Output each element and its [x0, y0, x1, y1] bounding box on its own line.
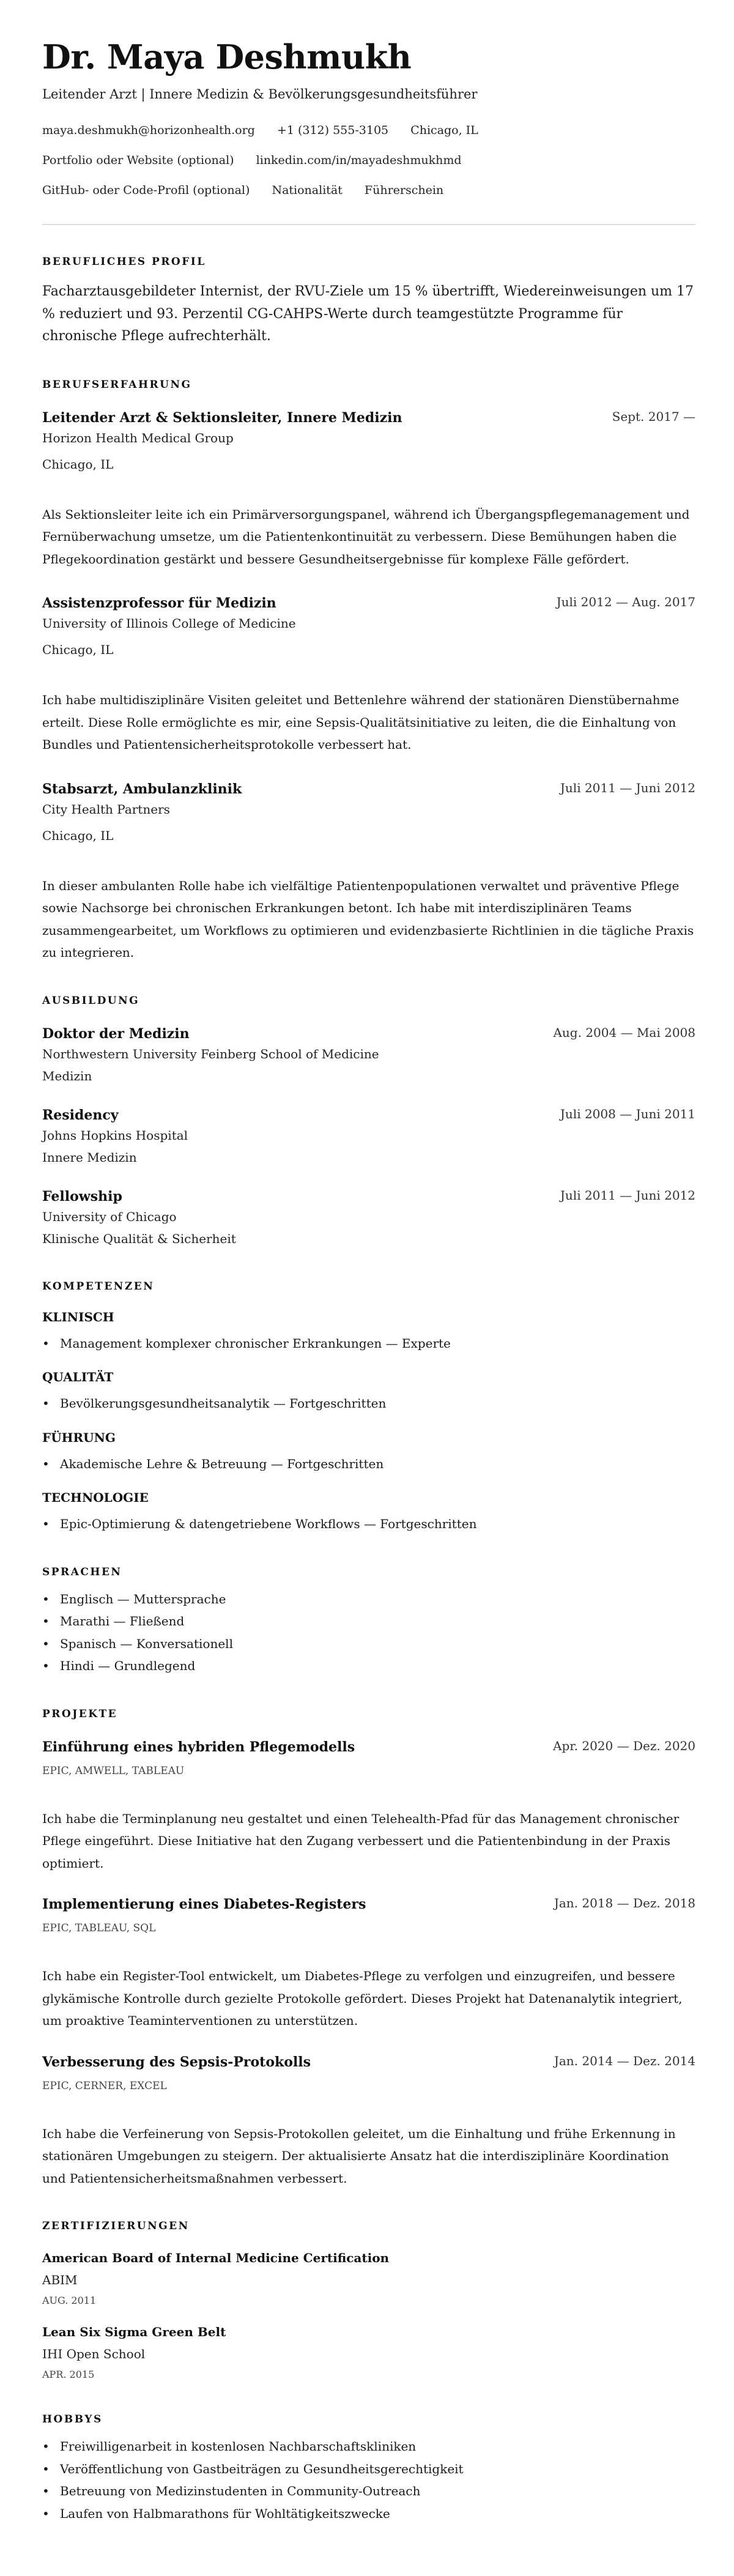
- header-divider: [42, 224, 695, 225]
- education-entry: [42, 1025, 695, 1087]
- degree-title: Fellowship: [42, 1188, 122, 1204]
- project-description: Ich habe die Terminplanung neu gestaltet und einen Telehealth-Pfad für das Management chronischer Pflege eingeführt. Diese Initiative hat den Zugang verbessert und die Patientenbindung in der Praxis optimiert.: [42, 1811, 680, 1871]
- language-item: [42, 1633, 695, 1655]
- hobby-item: [42, 2503, 695, 2525]
- skill-category: TECHNOLOGIE: [42, 1490, 149, 1505]
- language-text: Marathi — Fließend: [60, 1614, 185, 1628]
- language-text: Hindi — Grundlegend: [60, 1658, 196, 1673]
- job-description: Als Sektionsleiter leite ich ein Primärversorgungspanel, während ich Übergangspflegemanagement und Fernüberwachung umsetze, um die Patientenkontinuität zu verbessern. Diese Bemühungen haben die Pflegekoordination gestärkt und bessere Gesundheitsergebnisse für komplexe Fälle gefördert.: [42, 507, 690, 566]
- skill-item: [42, 1332, 695, 1355]
- candidate-name: Dr. Maya Deshmukh: [42, 37, 412, 76]
- contact-github[interactable]: GitHub- oder Code-Profil (optional): [42, 184, 250, 197]
- field-of-study: Medizin: [42, 1068, 92, 1083]
- certification-date: APR. 2015: [42, 2369, 95, 2380]
- bullet-icon: •: [42, 2506, 50, 2521]
- education-dates: Juli 2008 — Juni 2011: [560, 1106, 695, 1121]
- hobby-text: Laufen von Halbmarathons für Wohltätigkeitszwecke: [60, 2506, 390, 2521]
- languages-section: [42, 1565, 695, 1677]
- contact-phone[interactable]: +1 (312) 555-3105: [276, 124, 389, 137]
- bullet-icon: •: [42, 1614, 50, 1628]
- hobby-item: [42, 2480, 695, 2503]
- project-dates: Jan. 2018 — Dez. 2018: [554, 1896, 695, 1910]
- education-dates: Juli 2011 — Juni 2012: [560, 1187, 695, 1203]
- job-location: Chicago, IL: [42, 642, 114, 657]
- job-company: University of Illinois College of Medicine: [42, 616, 296, 631]
- resume-header: [42, 37, 695, 199]
- skill-text: Epic-Optimierung & datengetriebene Workflows — Fortgeschritten: [60, 1516, 477, 1531]
- job-title: Assistenzprofessor für Medizin: [42, 595, 276, 611]
- language-item: [42, 1655, 695, 1677]
- contact-drivers-license: Führerschein: [364, 184, 444, 197]
- project-title: Verbesserung des Sepsis-Protokolls: [42, 2054, 311, 2070]
- language-item: [42, 1588, 695, 1611]
- bullet-icon: •: [42, 1335, 50, 1351]
- projects-section: [42, 1707, 695, 2190]
- language-text: Spanisch — Konversationell: [60, 1636, 233, 1651]
- job-description: Ich habe multidisziplinäre Visiten geleitet und Bettenlehre während der stationären Dienstübernahme erteilt. Diese Rolle ermöglichte es mir, eine Sepsis-Qualitätsinitiative zu leiten, die die Einhaltung von Bundles und Patientensicherheitsprotokolle verbessert hat.: [42, 692, 680, 752]
- bullet-icon: •: [42, 1516, 50, 1531]
- project-tech: EPIC, CERNER, EXCEL: [42, 2079, 167, 2092]
- job-dates: Juli 2012 — Aug. 2017: [556, 595, 695, 609]
- job-title: Stabsarzt, Ambulanzklinik: [42, 781, 242, 797]
- job-dates: Sept. 2017 —: [612, 409, 695, 424]
- section-heading: HOBBYS: [42, 2413, 103, 2426]
- contact-row: [42, 121, 695, 139]
- education-entry: [42, 1187, 695, 1250]
- job-company: City Health Partners: [42, 801, 170, 817]
- contact-row: [42, 151, 695, 169]
- education-section: [42, 993, 695, 1250]
- section-heading: BERUFSERFAHRUNG: [42, 378, 192, 391]
- job-location: Chicago, IL: [42, 456, 114, 472]
- contact-nationality: Nationalität: [272, 184, 343, 197]
- profile-section: [42, 254, 695, 348]
- skill-item: [42, 1392, 695, 1415]
- bullet-icon: •: [42, 2439, 50, 2454]
- project-dates: Apr. 2020 — Dez. 2020: [553, 1738, 695, 1753]
- language-list: [42, 1588, 695, 1677]
- project-description: Ich habe ein Register-Tool entwickelt, um Diabetes-Pflege zu verfolgen und einzugreifen, und bessere glykämische Kontrolle durch gezielte Protokolle gefördert. Dieses Projekt hat Datenanalytik integriert, um proaktive Teaminterventionen zu unterstützen.: [42, 1969, 683, 2028]
- project-dates: Jan. 2014 — Dez. 2014: [554, 2053, 695, 2068]
- contact-row: [42, 181, 695, 199]
- hobby-text: Freiwilligenarbeit in kostenlosen Nachbarschaftskliniken: [60, 2439, 417, 2454]
- section-heading: SPRACHEN: [42, 1565, 122, 1578]
- skill-category: KLINISCH: [42, 1309, 114, 1324]
- certification-title: Lean Six Sigma Green Belt: [42, 2325, 226, 2339]
- skill-text: Management komplexer chronischer Erkrankungen — Experte: [60, 1335, 451, 1351]
- bullet-icon: •: [42, 1658, 50, 1673]
- job-entry: [42, 780, 695, 964]
- hobby-text: Veröffentlichung von Gastbeiträgen zu Gesundheitsgerechtigkeit: [60, 2461, 464, 2476]
- job-company: Horizon Health Medical Group: [42, 430, 234, 445]
- contact-location: Chicago, IL: [410, 124, 478, 137]
- certification-entry: [42, 2323, 695, 2383]
- language-item: [42, 1610, 695, 1633]
- job-entry: [42, 409, 695, 571]
- job-entry: [42, 594, 695, 756]
- project-tech: EPIC, TABLEAU, SQL: [42, 1922, 156, 1934]
- skill-list: [42, 1513, 695, 1535]
- section-heading: ZERTIFIZIERUNGEN: [42, 2220, 190, 2232]
- skill-list: [42, 1332, 695, 1355]
- job-dates: Juli 2011 — Juni 2012: [560, 780, 695, 795]
- education-entry: [42, 1106, 695, 1168]
- degree-title: Doktor der Medizin: [42, 1025, 190, 1042]
- contact-linkedin[interactable]: linkedin.com/in/mayadeshmukhmd: [256, 154, 462, 167]
- bullet-icon: •: [42, 2461, 50, 2476]
- section-heading: AUSBILDUNG: [42, 994, 140, 1007]
- section-heading: PROJEKTE: [42, 1707, 118, 1720]
- skill-item: [42, 1513, 695, 1535]
- degree-title: Residency: [42, 1107, 119, 1123]
- project-title: Implementierung eines Diabetes-Registers: [42, 1896, 366, 1912]
- job-location: Chicago, IL: [42, 828, 114, 843]
- project-entry: [42, 2053, 695, 2190]
- skills-section: [42, 1279, 695, 1535]
- certification-issuer: ABIM: [42, 2273, 78, 2287]
- skill-text: Akademische Lehre & Betreuung — Fortgeschritten: [60, 1456, 384, 1471]
- contact-portfolio[interactable]: Portfolio oder Website (optional): [42, 154, 234, 167]
- candidate-headline: Leitender Arzt | Innere Medizin & Bevölkerungsgesundheitsführer: [42, 87, 478, 102]
- bullet-icon: •: [42, 1396, 50, 1411]
- project-entry: [42, 1895, 695, 2032]
- field-of-study: Innere Medizin: [42, 1149, 137, 1165]
- certification-entry: [42, 2249, 695, 2309]
- hobby-text: Betreuung von Medizinstudenten in Community-Outreach: [60, 2484, 421, 2498]
- bullet-icon: •: [42, 1456, 50, 1471]
- project-entry: [42, 1738, 695, 1875]
- profile-summary: Facharztausgebildeter Internist, der RVU-Ziele um 15 % übertrifft, Wiedereinweisungen um 17 % reduziert und 93. Perzentil CG-CAHPS-Werte durch teamgestützte Programme für chronische Pflege aufrechterhält.: [42, 284, 694, 344]
- hobbies-section: [42, 2412, 695, 2525]
- bullet-icon: •: [42, 1636, 50, 1651]
- school-name: Northwestern University Feinberg School of Medicine: [42, 1046, 379, 1061]
- experience-section: [42, 377, 695, 964]
- skill-item: [42, 1453, 695, 1475]
- project-tech: EPIC, AMWELL, TABLEAU: [42, 1764, 185, 1777]
- project-description: Ich habe die Verfeinerung von Sepsis-Protokollen geleitet, um die Einhaltung und frühe Erkennung in stationären Umgebungen zu steigern. Der aktualisierte Ansatz hat die interdisziplinäre Koordination und Patientensicherheitsmaßnahmen verbessert.: [42, 2126, 676, 2186]
- school-name: University of Chicago: [42, 1209, 177, 1224]
- hobby-item: [42, 2458, 695, 2481]
- certification-date: AUG. 2011: [42, 2295, 97, 2306]
- certification-issuer: IHI Open School: [42, 2347, 146, 2361]
- section-heading: BERUFLICHES PROFIL: [42, 256, 206, 268]
- project-title: Einführung eines hybriden Pflegemodells: [42, 1739, 355, 1755]
- skill-list: [42, 1453, 695, 1475]
- contact-email[interactable]: maya.deshmukh@horizonhealth.org: [42, 124, 255, 137]
- hobby-item: [42, 2435, 695, 2458]
- certifications-section: [42, 2219, 695, 2383]
- school-name: Johns Hopkins Hospital: [42, 1127, 188, 1143]
- skill-list: [42, 1392, 695, 1415]
- skill-text: Bevölkerungsgesundheitsanalytik — Fortgeschritten: [60, 1396, 387, 1411]
- bullet-icon: •: [42, 2484, 50, 2498]
- bullet-icon: •: [42, 1591, 50, 1606]
- certification-title: American Board of Internal Medicine Certification: [42, 2251, 390, 2265]
- field-of-study: Klinische Qualität & Sicherheit: [42, 1231, 236, 1246]
- hobby-list: [42, 2435, 695, 2525]
- job-description: In dieser ambulanten Rolle habe ich vielfältige Patientenpopulationen verwaltet und präventive Pflege sowie Nachsorge bei chronischen Erkrankungen betont. Ich habe mit interdisziplinären Teams zusammengearbeitet, um Workflows zu optimieren und evidenzbasierte Richtlinien in die tägliche Praxis zu integrieren.: [42, 878, 694, 960]
- language-text: Englisch — Muttersprache: [60, 1591, 226, 1606]
- skill-category: FÜHRUNG: [42, 1430, 116, 1445]
- skill-category: QUALITÄT: [42, 1370, 114, 1384]
- education-dates: Aug. 2004 — Mai 2008: [553, 1025, 695, 1040]
- job-title: Leitender Arzt & Sektionsleiter, Innere Medizin: [42, 409, 402, 426]
- section-heading: KOMPETENZEN: [42, 1280, 155, 1293]
